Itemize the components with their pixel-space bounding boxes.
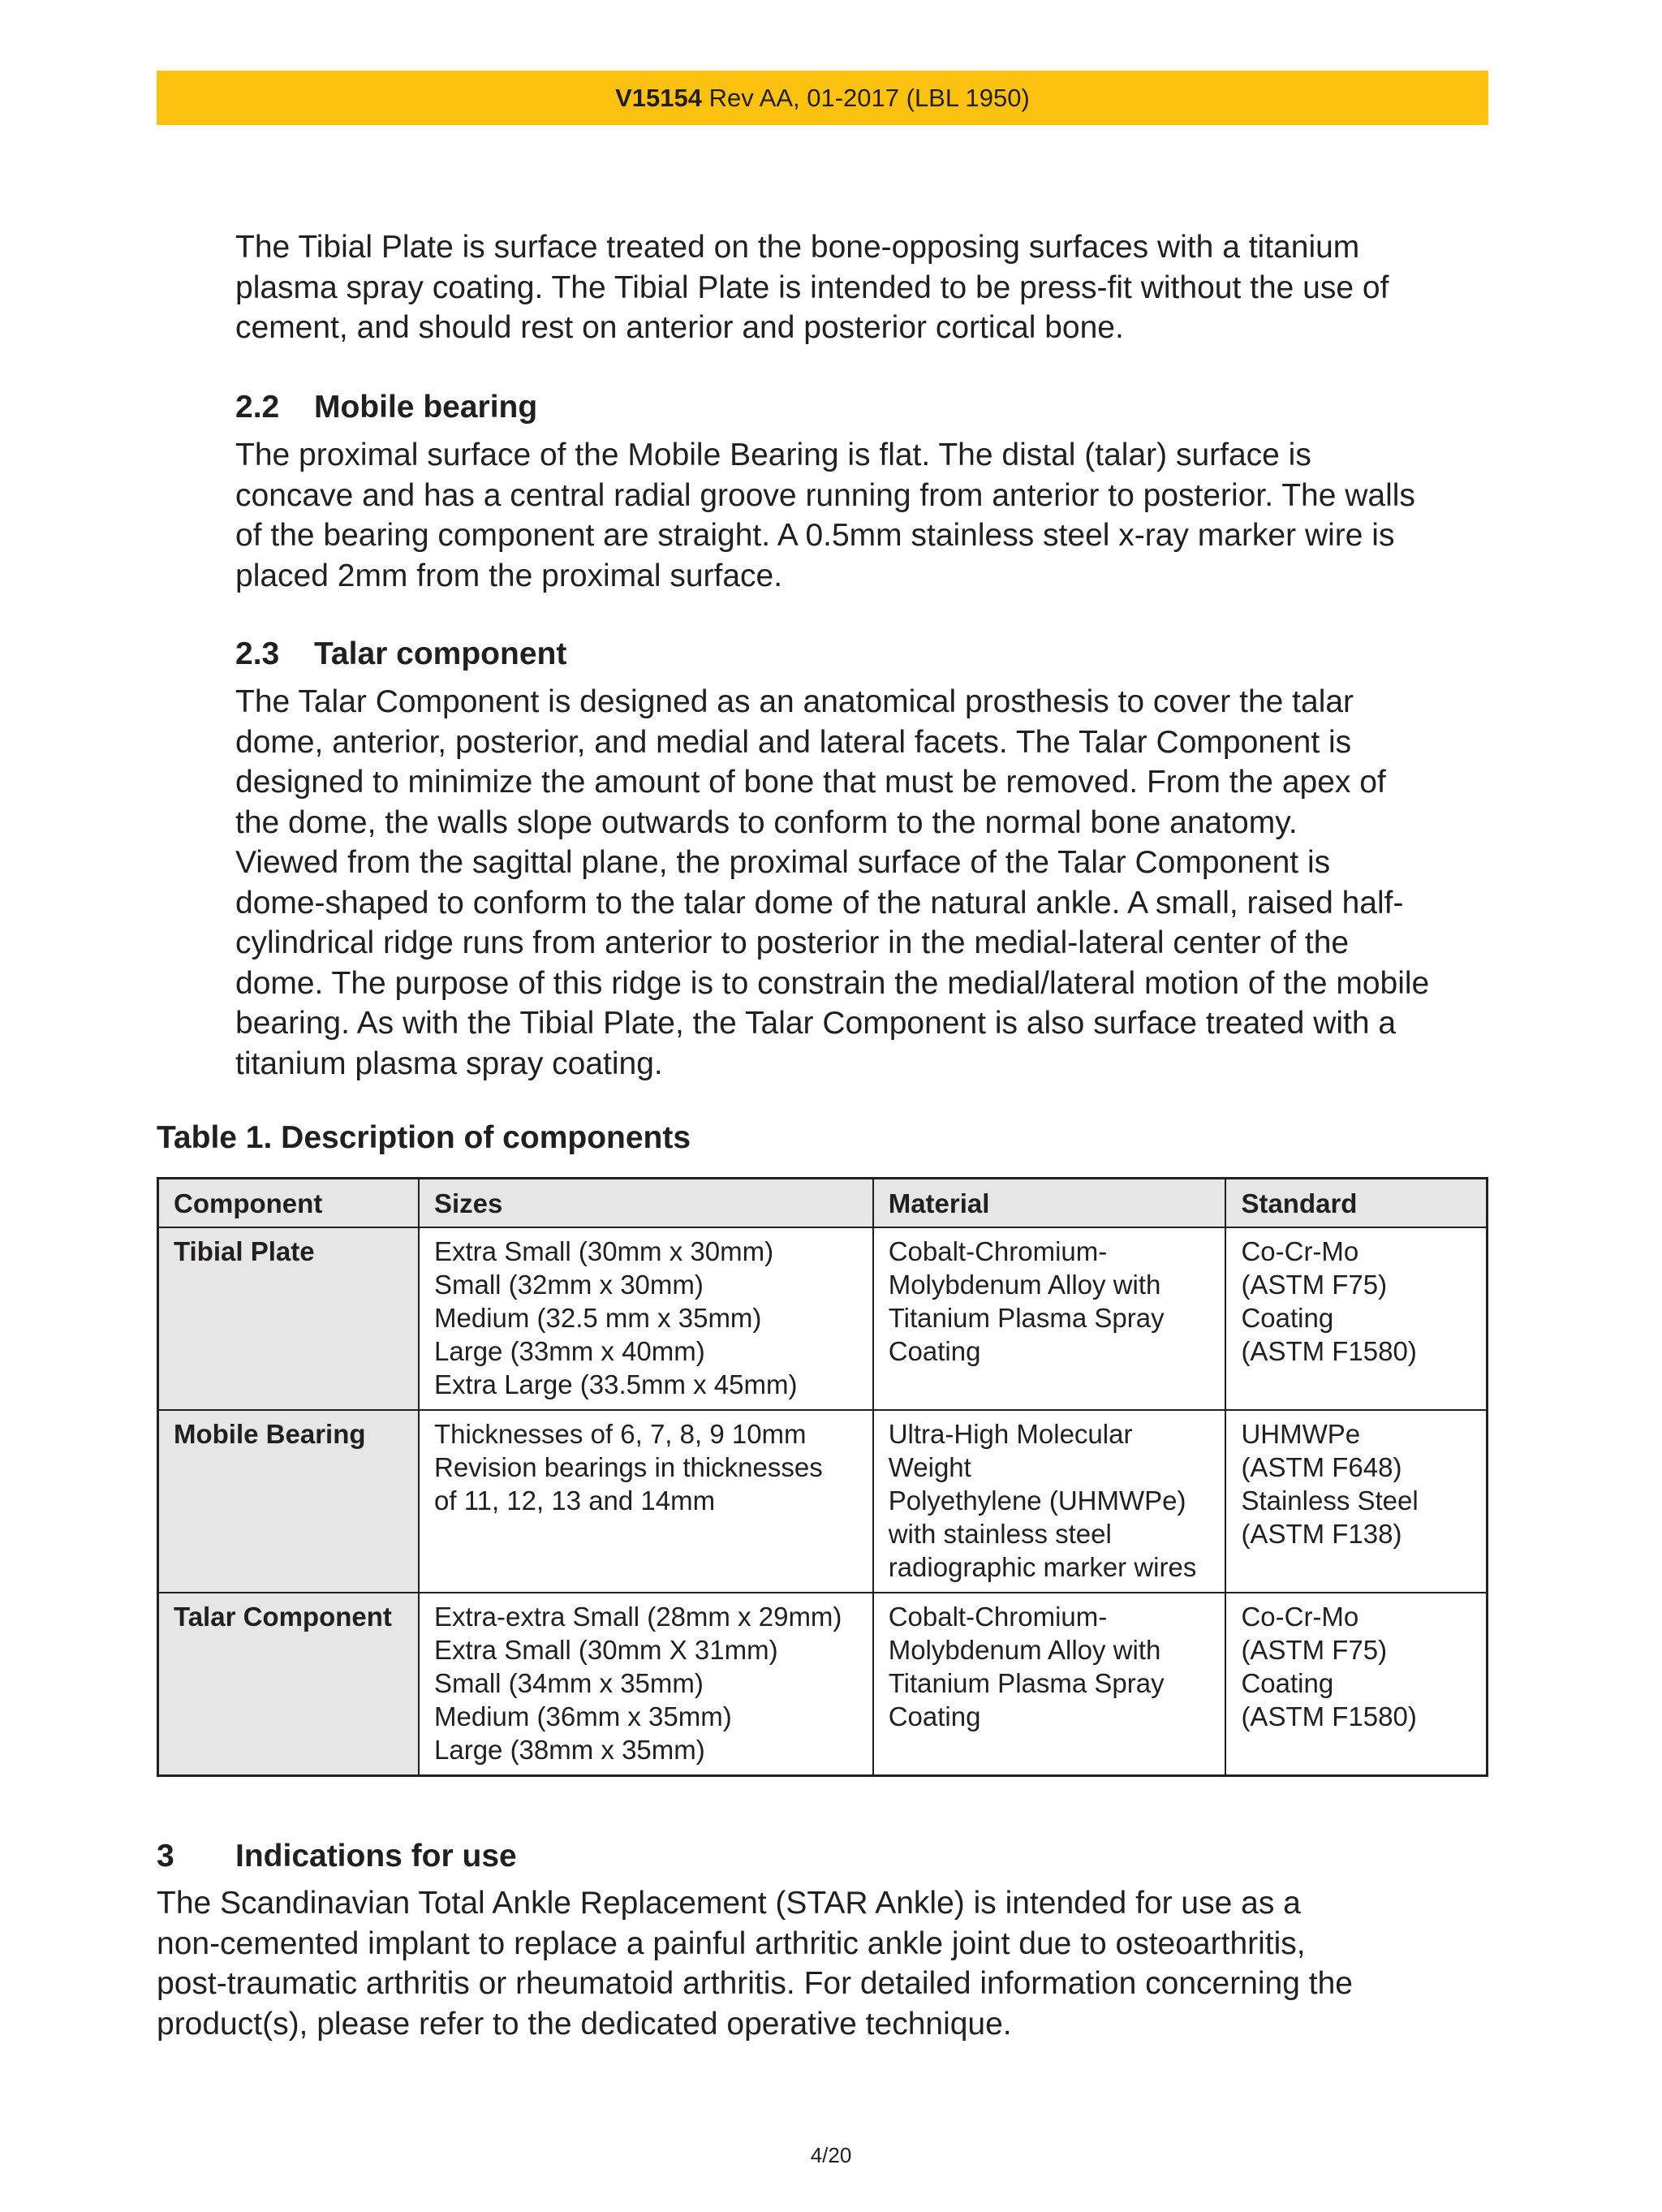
table-row bbox=[158, 1227, 1488, 1410]
text-line: cylindrical ridge runs from anterior to posterior in the medial-lateral center of the bbox=[235, 925, 1350, 960]
cell-line: UHMWPe bbox=[1241, 1419, 1361, 1449]
column-header: Material bbox=[873, 1179, 1226, 1228]
cell-line: Molybdenum Alloy with bbox=[888, 1270, 1161, 1300]
text-line: post-traumatic arthritis or rheumatoid arthritis. For detailed information concerning the bbox=[157, 1966, 1353, 2001]
indications-paragraph bbox=[157, 1883, 1423, 2044]
cell-line: Large (38mm x 35mm) bbox=[434, 1735, 705, 1765]
cell-line: Extra Small (30mm X 31mm) bbox=[434, 1635, 778, 1665]
cell-line: radiographic marker wires bbox=[888, 1552, 1197, 1582]
section-heading-3: 3 Indications for use bbox=[157, 1839, 517, 1874]
cell-line: (ASTM F1580) bbox=[1241, 1701, 1417, 1731]
material-cell bbox=[873, 1227, 1226, 1410]
standard-cell bbox=[1225, 1227, 1487, 1410]
cell-line: Medium (32.5 mm x 35mm) bbox=[434, 1303, 762, 1333]
column-header: Sizes bbox=[419, 1179, 873, 1228]
cell-line: Extra Small (30mm x 30mm) bbox=[434, 1236, 774, 1266]
cell-line: Stainless Steel bbox=[1241, 1485, 1419, 1516]
cell-line: with stainless steel bbox=[888, 1519, 1112, 1549]
section-heading-2-3: 2.3 Talar component bbox=[235, 636, 567, 671]
cell-line: Molybdenum Alloy with bbox=[888, 1635, 1161, 1665]
cell-line: Coating bbox=[888, 1336, 981, 1366]
section-heading-2-2: 2.2 Mobile bearing bbox=[235, 390, 538, 425]
table-row bbox=[158, 1410, 1488, 1593]
text-line: The Talar Component is designed as an anatomical prosthesis to cover the talar bbox=[235, 684, 1354, 719]
table-row bbox=[158, 1593, 1488, 1776]
document-header-bar bbox=[157, 71, 1488, 125]
text-line: designed to minimize the amount of bone that must be removed. From the apex of bbox=[235, 765, 1386, 800]
cell-line: of 11, 12, 13 and 14mm bbox=[434, 1485, 716, 1516]
mobile-bearing-paragraph bbox=[235, 435, 1501, 596]
components-table bbox=[157, 1177, 1488, 1777]
cell-line: (ASTM F138) bbox=[1241, 1519, 1402, 1549]
cell-line: Coating bbox=[888, 1701, 981, 1731]
cell-line: Co-Cr-Mo bbox=[1241, 1602, 1359, 1632]
column-header: Component bbox=[158, 1179, 420, 1228]
paragraph-lines bbox=[235, 227, 1501, 348]
standard-cell bbox=[1225, 1593, 1487, 1776]
table-body bbox=[158, 1227, 1488, 1776]
text-line: Viewed from the sagittal plane, the proximal surface of the Talar Component is bbox=[235, 845, 1331, 880]
cell-line: Extra-extra Small (28mm x 29mm) bbox=[434, 1602, 842, 1632]
text-line: dome, anterior, posterior, and medial and lateral facets. The Talar Component is bbox=[235, 724, 1352, 760]
document-code: V15154 Rev AA, 01-2017 (LBL 1950) bbox=[615, 83, 1030, 112]
paragraph-lines bbox=[157, 1883, 1423, 2044]
page-number: 4/20 bbox=[810, 2143, 852, 2167]
cell-line: Medium (36mm x 35mm) bbox=[434, 1701, 732, 1731]
cell-line: Revision bearings in thicknesses bbox=[434, 1452, 823, 1482]
cell-line: (ASTM F648) bbox=[1241, 1452, 1402, 1482]
cell-line: Coating bbox=[1241, 1303, 1334, 1333]
paragraph-lines bbox=[235, 435, 1501, 596]
cell-line: Large (33mm x 40mm) bbox=[434, 1336, 705, 1366]
text-line: the dome, the walls slope outwards to conform to the normal bone anatomy. bbox=[235, 804, 1298, 840]
text-line: bearing. As with the Tibial Plate, the Talar Component is also surface treated with a bbox=[235, 1006, 1397, 1041]
material-cell bbox=[873, 1593, 1226, 1776]
cell-line: Ultra-High Molecular bbox=[888, 1419, 1133, 1449]
cell-line: Polyethylene (UHMWPe) bbox=[888, 1485, 1186, 1516]
cell-line: Cobalt-Chromium- bbox=[888, 1236, 1108, 1266]
column-header: Standard bbox=[1225, 1179, 1487, 1228]
sizes-cell bbox=[419, 1227, 873, 1410]
cell-line: Titanium Plasma Spray bbox=[888, 1668, 1165, 1698]
text-line: of the bearing component are straight. A 0.5mm stainless steel x-ray marker wire is bbox=[235, 518, 1395, 553]
material-cell bbox=[873, 1410, 1226, 1593]
text-line: product(s), please refer to the dedicated operative technique. bbox=[157, 2006, 1012, 2042]
table-header-row bbox=[158, 1179, 1488, 1228]
text-line: The Scandinavian Total Ankle Replacement (STAR Ankle) is intended for use as a bbox=[157, 1886, 1301, 1921]
text-line: plasma spray coating. The Tibial Plate is intended to be press-fit without the use of bbox=[235, 269, 1389, 305]
component-cell: Mobile Bearing bbox=[158, 1410, 420, 1593]
paragraph-lines bbox=[235, 682, 1501, 1084]
cell-line: (ASTM F75) bbox=[1241, 1270, 1388, 1300]
standard-cell bbox=[1225, 1410, 1487, 1593]
cell-line: Co-Cr-Mo bbox=[1241, 1236, 1359, 1266]
text-line: concave and has a central radial groove running from anterior to posterior. The walls bbox=[235, 477, 1415, 513]
cell-line: Titanium Plasma Spray bbox=[888, 1303, 1165, 1333]
cell-line: Thicknesses of 6, 7, 8, 9 10mm bbox=[434, 1419, 807, 1449]
text-line: The Tibial Plate is surface treated on the bone-opposing surfaces with a titanium bbox=[235, 230, 1360, 265]
talar-component-paragraph bbox=[235, 682, 1501, 1084]
cell-line: Small (34mm x 35mm) bbox=[434, 1668, 704, 1698]
sizes-cell bbox=[419, 1410, 873, 1593]
text-line: The proximal surface of the Mobile Bearing is flat. The distal (talar) surface is bbox=[235, 438, 1311, 472]
cell-line: Weight bbox=[888, 1452, 971, 1482]
cell-line: (ASTM F75) bbox=[1241, 1635, 1388, 1665]
text-line: dome-shaped to conform to the talar dome of the natural ankle. A small, raised half- bbox=[235, 885, 1404, 921]
text-line: cement, and should rest on anterior and posterior cortical bone. bbox=[235, 310, 1124, 345]
table-caption: Table 1. Description of components bbox=[157, 1120, 691, 1155]
text-line: titanium plasma spray coating. bbox=[235, 1046, 663, 1081]
cell-line: Small (32mm x 30mm) bbox=[434, 1270, 704, 1300]
text-line: placed 2mm from the proximal surface. bbox=[235, 558, 783, 593]
sizes-cell bbox=[419, 1593, 873, 1776]
component-cell: Tibial Plate bbox=[158, 1227, 420, 1410]
intro-paragraph bbox=[235, 227, 1501, 348]
cell-line: (ASTM F1580) bbox=[1241, 1336, 1417, 1366]
cell-line: Cobalt-Chromium- bbox=[888, 1602, 1108, 1632]
cell-line: Coating bbox=[1241, 1668, 1334, 1698]
component-cell: Talar Component bbox=[158, 1593, 420, 1776]
text-line: dome. The purpose of this ridge is to constrain the medial/lateral motion of the mobile bbox=[235, 965, 1430, 1001]
cell-line: Extra Large (33.5mm x 45mm) bbox=[434, 1369, 798, 1399]
text-line: non-cemented implant to replace a painful arthritic ankle joint due to osteoarthritis, bbox=[157, 1925, 1306, 1961]
